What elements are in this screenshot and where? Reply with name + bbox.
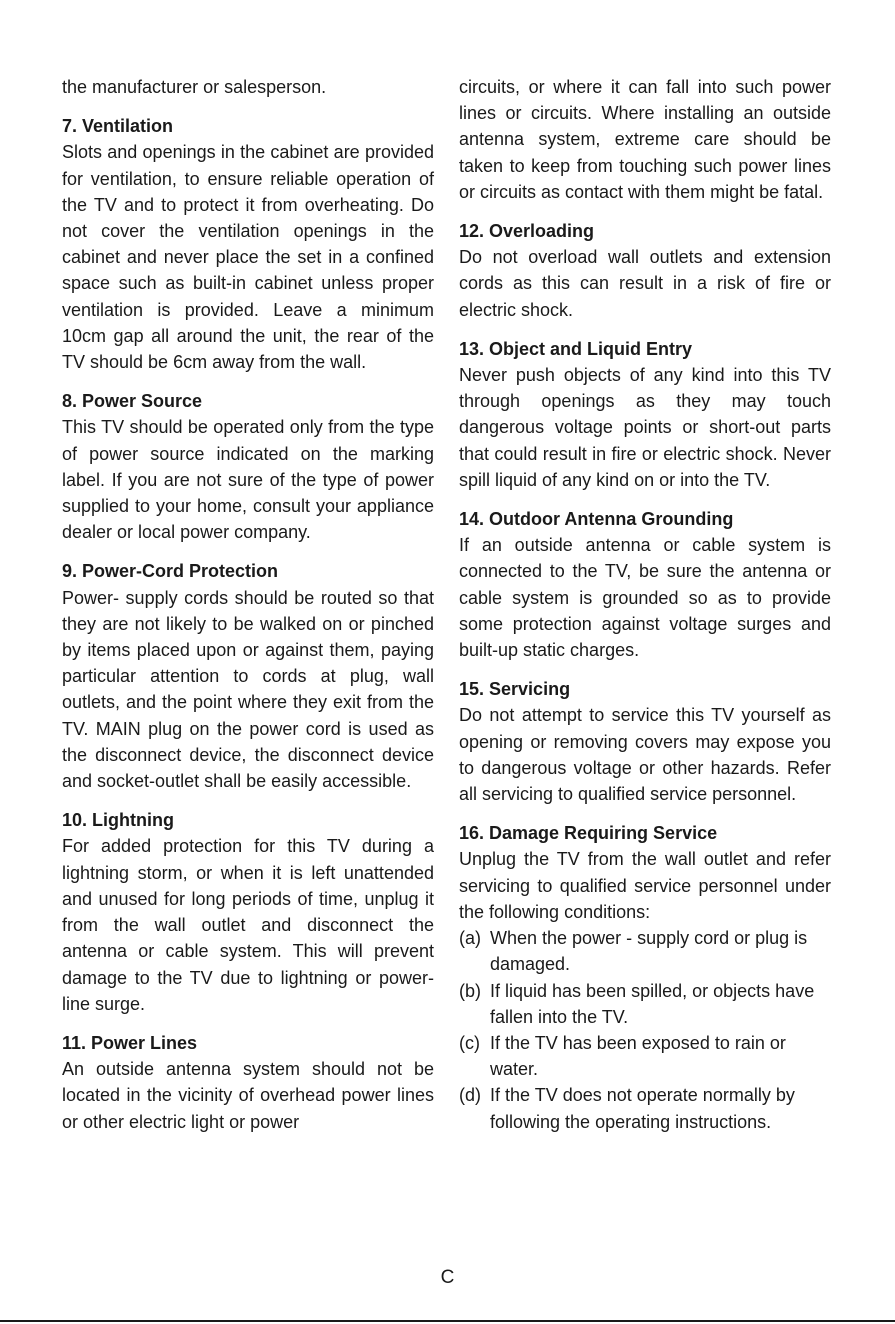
list-item-text: If the TV has been exposed to rain or water. [490,1032,786,1080]
section-overloading [459,218,831,323]
section-lightning [62,807,434,1017]
section-heading: 10. Lightning [62,810,174,831]
list-item-text: When the power - supply cord or plug is damaged. [490,928,808,975]
section-body: Do not overload wall outlets and extension cords as this can result in a risk of fire or electric shock. [459,247,831,320]
list-item-text: If liquid has been spilled, or objects have fallen into the TV. [490,980,815,1027]
section-body: Slots and openings in the cabinet are provided for ventilation, to ensure reliable operation of the TV and to protect it from overheating. Do not cover the ventilation openings in the cabinet and never place the set in a confined space such as built-in cabinet unless proper ventilation is provided. Leave a minimum 10cm gap all around the unit, the rear of the TV should be 6cm away from the wall. [62,142,434,373]
section-heading: 12. Overloading [459,221,595,242]
section-body: For added protection for this TV during a lightning storm, or when it is left unattended and unused for long periods of time, unplug it from the wall outlet and disconnect the antenna or cable system. This will prevent damage to the TV due to lightning or power-line surge. [62,836,434,1014]
bottom-divider [0,1320,895,1322]
section-heading: 14. Outdoor Antenna Grounding [459,509,734,530]
section-heading: 8. Power Source [62,391,203,412]
list-marker: (d) [459,1085,481,1106]
section-outdoor-antenna-grounding [459,506,831,663]
section-power-cord-protection [62,558,434,794]
list-item [459,925,831,977]
section-object-liquid-entry [459,336,831,493]
left-column [62,74,434,1148]
list-item [459,1082,831,1134]
list-item [459,1030,831,1082]
section-heading: 13. Object and Liquid Entry [459,338,693,359]
page-number: C [440,1267,455,1288]
condition-list [459,925,831,1135]
section-power-source [62,388,434,545]
section-heading: 16. Damage Requiring Service [459,823,718,844]
section-heading: 9. Power-Cord Protection [62,561,279,582]
section-body: This TV should be operated only from the type of power source indicated on the marking label. If you are not sure of the type of power supplied to your home, consult your appliance dealer or local power company. [62,417,434,543]
section-body: Power- supply cords should be routed so that they are not likely to be walked on or pinched by items placed upon or against them, paying particular attention to cords at plug, wall outlets, and the point where they exit from the TV. MAIN plug on the power cord is used as the disconnect device, the disconnect device and socket-outlet shall be easily accessible. [62,587,434,792]
section-body: Do not attempt to service this TV yourself as opening or removing covers may expose you to dangerous voltage or other hazards. Refer all servicing to qualified service personnel. [459,705,831,805]
section-power-lines [62,1030,434,1135]
section-ventilation [62,113,434,375]
section-body: If an outside antenna or cable system is connected to the TV, be sure the antenna or cable system is grounded so as to provide some protection against voltage surges and built-up static charges. [459,535,831,661]
section-servicing [459,676,831,807]
continued-paragraph: the manufacturer or salesperson. [62,77,327,97]
section-heading: 15. Servicing [459,679,571,700]
right-column [459,74,831,1148]
continued-paragraph: circuits, or where it can fall into such power lines or circuits. Where installing an outside antenna system, extreme care should be taken to keep from touching such power lines or circuits as contact with them might be fatal. [459,77,831,202]
section-body: Unplug the TV from the wall outlet and refer servicing to qualified service personnel under the following conditions: [459,849,831,922]
list-marker: (a) [459,928,481,949]
list-item-text: If the TV does not operate normally by following the operating instructions. [490,1085,795,1132]
list-item [459,978,831,1030]
list-marker: (b) [459,980,481,1001]
section-body: An outside antenna system should not be located in the vicinity of overhead power lines or other electric light or power [62,1059,434,1132]
section-body: Never push objects of any kind into this TV through openings as they may touch dangerous voltage points or short-out parts that could result in fire or electric shock. Never spill liquid of any kind on or into the TV. [459,365,831,490]
section-damage-requiring-service [459,820,831,1134]
section-heading: 11. Power Lines [62,1032,198,1053]
section-heading: 7. Ventilation [62,116,174,137]
list-marker: (c) [459,1032,480,1053]
